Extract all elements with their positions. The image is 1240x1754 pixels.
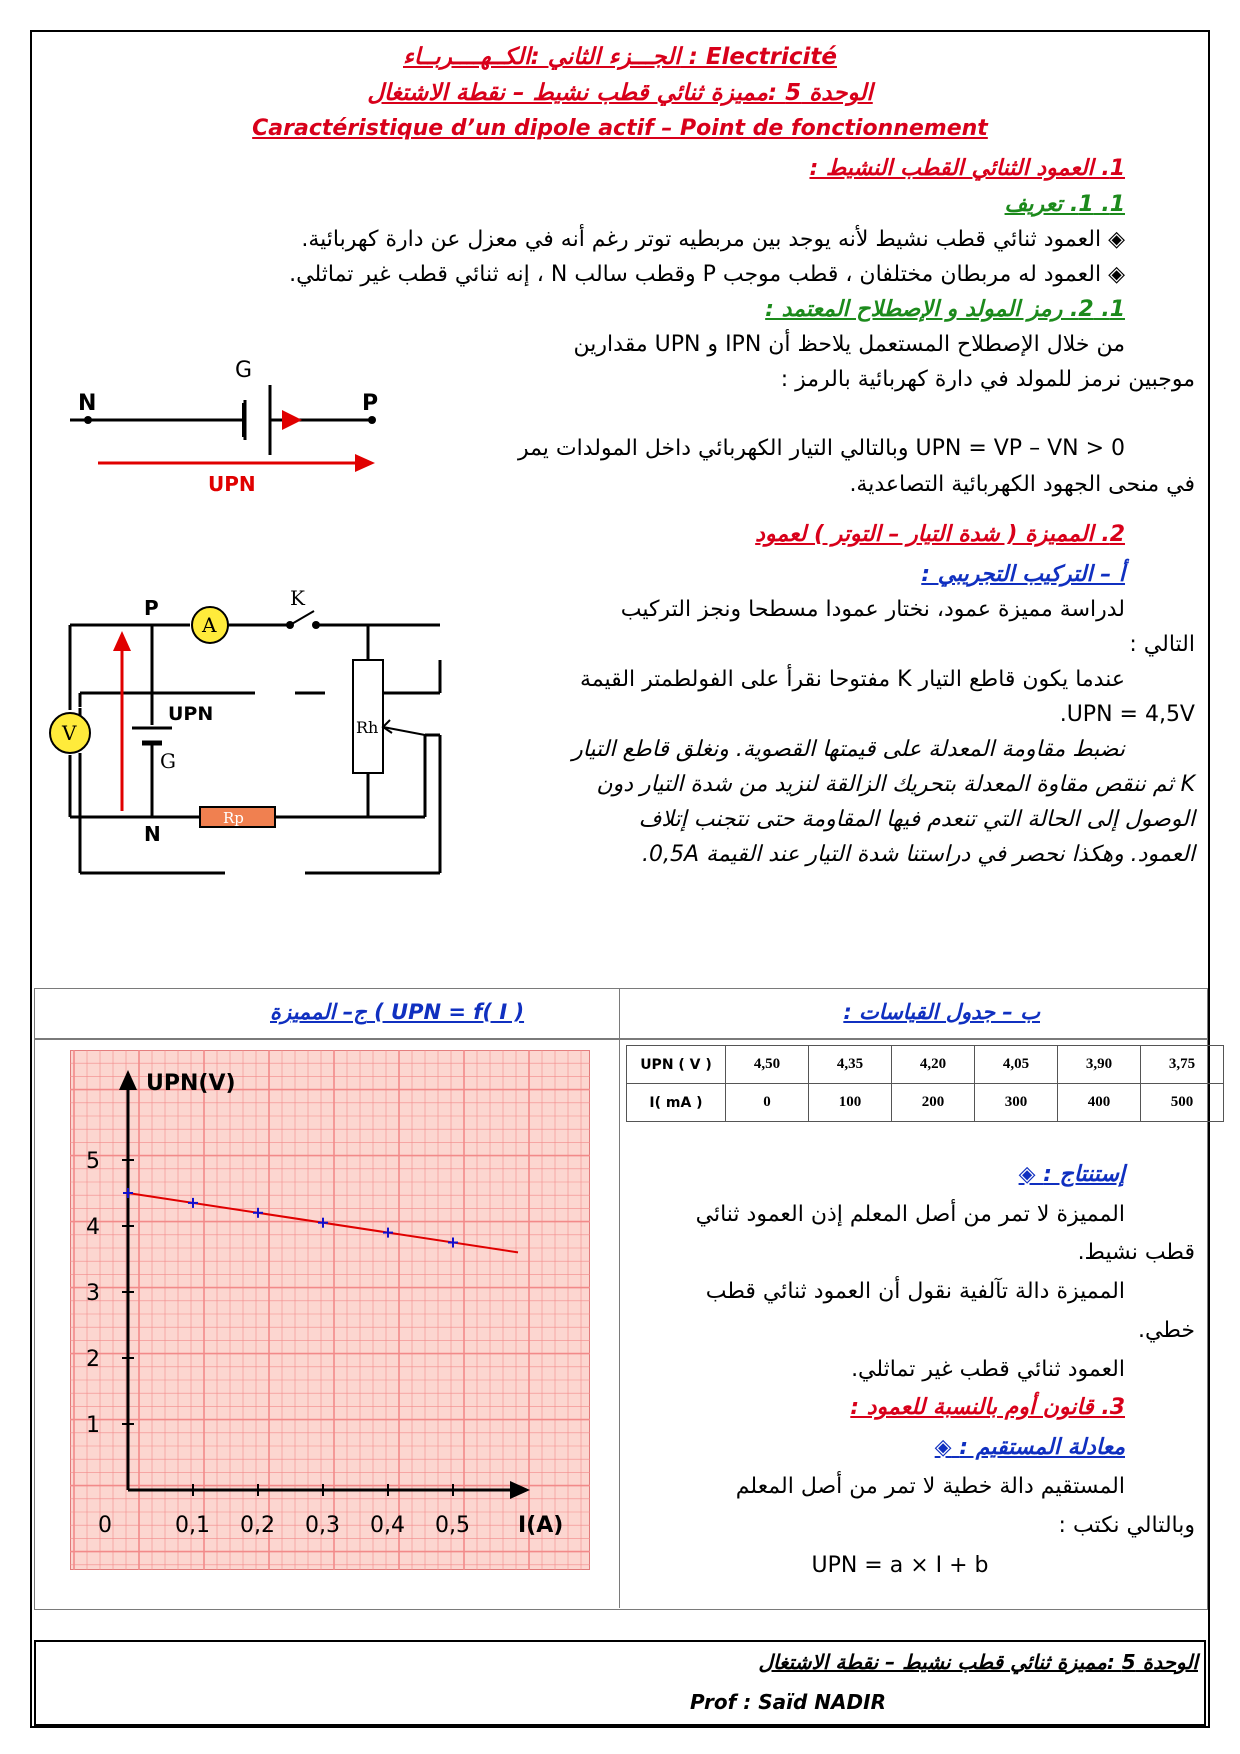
x-tick-label: 0,2 bbox=[240, 1513, 275, 1538]
x-axis-label: I(A) bbox=[518, 1513, 564, 1538]
voltmeter-label: V bbox=[62, 721, 77, 745]
label-n: N bbox=[144, 822, 161, 846]
table-cell: 4,20 bbox=[892, 1046, 975, 1084]
section-1-title: 1. العمود الثنائي القطب النشيط : bbox=[809, 156, 1125, 181]
line-equation-title: معادلة المستقيم : ◈ bbox=[934, 1435, 1125, 1460]
para-exp-2: التالي : bbox=[1129, 632, 1195, 657]
header-line-3: Caractéristique d’un dipole actif – Point de fonctionnement bbox=[252, 116, 988, 141]
label-upn: UPN bbox=[168, 703, 214, 725]
para-symbol-3: UPN = VP – VN > 0 وبالتالي التيار الكهربائي داخل المولدات يمر bbox=[517, 436, 1125, 461]
table-cell: 3,90 bbox=[1058, 1046, 1141, 1084]
x-tick-label: 0,3 bbox=[305, 1513, 340, 1538]
para-exp-8: العمود. وهكذا نحصر في دراستنا شدة التيار عند القيمة 0,5A. bbox=[641, 842, 1195, 867]
footer-prof: Prof : Saïd NADIR bbox=[690, 1690, 886, 1714]
table-cell: 4,35 bbox=[809, 1046, 892, 1084]
table-cell: 0 bbox=[726, 1084, 809, 1122]
upn-arrow-icon bbox=[113, 631, 131, 651]
table-cell: 100 bbox=[809, 1084, 892, 1122]
table-section-title: ب – جدول القياسات : bbox=[843, 1000, 1040, 1024]
diamond-bullet-icon: ◈ bbox=[1108, 227, 1125, 252]
x-tick-label: 0,1 bbox=[175, 1513, 210, 1538]
terminal-p bbox=[368, 416, 376, 424]
para-symbol-4: في منحى الجهود الكهربائية التصاعدية. bbox=[849, 472, 1195, 497]
characteristic-chart bbox=[70, 1050, 590, 1570]
conclusion-line-3: المميزة دالة تآلفية نقول أن العمود ثنائي قطب bbox=[705, 1279, 1125, 1304]
graph-section-title: ج– المميزة ( UPN = f( I ) bbox=[270, 1000, 525, 1024]
x-tick-label: 0,5 bbox=[435, 1513, 470, 1538]
label-g: G bbox=[160, 749, 176, 773]
footer-unit: الوحدة 5 :مميزة ثنائي قطب نشيط – نقطة الاشتغال bbox=[758, 1650, 1198, 1674]
table-cell: 500 bbox=[1141, 1084, 1224, 1122]
conclusion-line-2: قطب نشيط. bbox=[1077, 1240, 1195, 1265]
section-2-a-title: أ – التركيب التجريبي : bbox=[921, 562, 1125, 587]
table-cell: 4,05 bbox=[975, 1046, 1058, 1084]
table-header-upn: UPN ( V ) bbox=[627, 1046, 726, 1084]
generator-symbol-diagram bbox=[60, 355, 440, 505]
section-3-title: 3. قانون أوم بالنسبة للعمود : bbox=[850, 1395, 1125, 1420]
section-1-2-title: 1. 2. رمز المولد و الإصطلاح المعتمد : bbox=[765, 297, 1125, 322]
bullet-1: ◈ العمود ثنائي قطب نشيط لأنه يوجد بين مربطيه توتر رغم أنه في معزل عن دارة كهربائية. bbox=[301, 227, 1125, 252]
label-g: G bbox=[235, 358, 253, 383]
label-rp: Rp bbox=[223, 809, 244, 827]
y-tick-label: 5 bbox=[86, 1149, 100, 1174]
section-1-1-title: 1. 1. تعريف bbox=[1004, 192, 1125, 217]
table-row bbox=[627, 1084, 1224, 1122]
section-3-line-1: المستقيم دالة خطية لا تمر من أصل المعلم bbox=[735, 1474, 1125, 1499]
label-rh: Rh bbox=[356, 718, 379, 737]
diamond-bullet-icon: ◈ bbox=[1108, 262, 1125, 287]
section-3-line-2: وبالتالي نكتب : bbox=[1058, 1513, 1195, 1538]
table-cell: 4,50 bbox=[726, 1046, 809, 1084]
x-tick-label: 0 bbox=[98, 1513, 112, 1538]
conclusion-line-1: المميزة لا تمر من أصل المعلم إذن العمود ثنائي bbox=[695, 1202, 1125, 1227]
y-tick-label: 2 bbox=[86, 1347, 100, 1372]
y-tick-label: 3 bbox=[86, 1281, 100, 1306]
conclusion-title: إستنتاج : ◈ bbox=[1018, 1162, 1125, 1187]
switch-k-icon bbox=[290, 611, 314, 625]
experiment-circuit-diagram bbox=[40, 585, 500, 945]
label-upn: UPN bbox=[208, 472, 256, 496]
table-cell: 200 bbox=[892, 1084, 975, 1122]
diamond-bullet-icon: ◈ bbox=[934, 1435, 952, 1460]
x-tick-label: 0,4 bbox=[370, 1513, 405, 1538]
section-2-title: 2. المميزة ( شدة التيار – التوتر ) لعمود bbox=[755, 522, 1125, 547]
current-arrow-icon bbox=[282, 410, 302, 430]
diamond-bullet-icon: ◈ bbox=[1018, 1162, 1036, 1187]
measurements-table bbox=[626, 1045, 1224, 1122]
para-exp-5: نضبط مقاومة المعدلة على قيمتها القصوية. ونغلق قاطع التيار bbox=[572, 737, 1125, 762]
para-exp-1: لدراسة مميزة عمود، نختار عمودا مسطحا ونجز التركيب bbox=[620, 597, 1125, 622]
upn-arrow-icon bbox=[355, 454, 375, 472]
bullet-2: ◈ العمود له مربطان مختلفان ، قطب موجب P وقطب سالب N ، إنه ثنائي قطب غير تماثلي. bbox=[289, 262, 1125, 287]
header-line-1: الجـــزء الثاني :الكــهــــربــاء : Electricité bbox=[403, 44, 837, 70]
y-tick-label: 4 bbox=[86, 1215, 100, 1240]
rheostat-slider-icon bbox=[383, 720, 392, 733]
table-cell: 400 bbox=[1058, 1084, 1141, 1122]
y-tick-label: 1 bbox=[86, 1413, 100, 1438]
label-n: N bbox=[78, 391, 97, 416]
ohm-law-equation: UPN = a × I + b bbox=[811, 1553, 989, 1578]
rheostat-icon bbox=[353, 660, 383, 773]
para-symbol-1: من خلال الإصطلاح المستعمل يلاحظ أن IPN و UPN مقدارين bbox=[573, 332, 1125, 357]
conclusion-line-4: خطي. bbox=[1138, 1318, 1195, 1343]
table-cell: 3,75 bbox=[1141, 1046, 1224, 1084]
results-divider bbox=[619, 988, 620, 1608]
y-axis-label: UPN(V) bbox=[146, 1071, 236, 1096]
ammeter-label: A bbox=[202, 613, 217, 637]
terminal-n bbox=[84, 416, 92, 424]
header-line-2: الوحدة 5 :مميزة ثنائي قطب نشيط – نقطة الاشتغال bbox=[367, 80, 873, 106]
table-header-i: I( mA ) bbox=[627, 1084, 726, 1122]
para-exp-7: الوصول إلى الحالة التي تنعدم فيها المقاومة حتى نتجنب إتلاف bbox=[638, 807, 1195, 832]
conclusion-line-5: العمود ثنائي قطب غير تماثلي. bbox=[851, 1357, 1125, 1382]
label-p: P bbox=[362, 391, 379, 416]
table-row bbox=[627, 1046, 1224, 1084]
para-symbol-2: موجبين نرمز للمولد في دارة كهربائية بالرمز : bbox=[780, 367, 1195, 392]
para-exp-3: عندما يكون قاطع التيار K مفتوحا نقرأ على الفولطمتر القيمة bbox=[580, 667, 1125, 692]
para-exp-4: UPN = 4,5V. bbox=[1059, 702, 1195, 727]
table-cell: 300 bbox=[975, 1084, 1058, 1122]
label-k: K bbox=[290, 586, 305, 610]
para-exp-6: K ثم ننقص مقاوة المعدلة بتحريك الزالقة لنزيد من شدة التيار دون bbox=[596, 772, 1195, 797]
label-p: P bbox=[144, 596, 159, 620]
